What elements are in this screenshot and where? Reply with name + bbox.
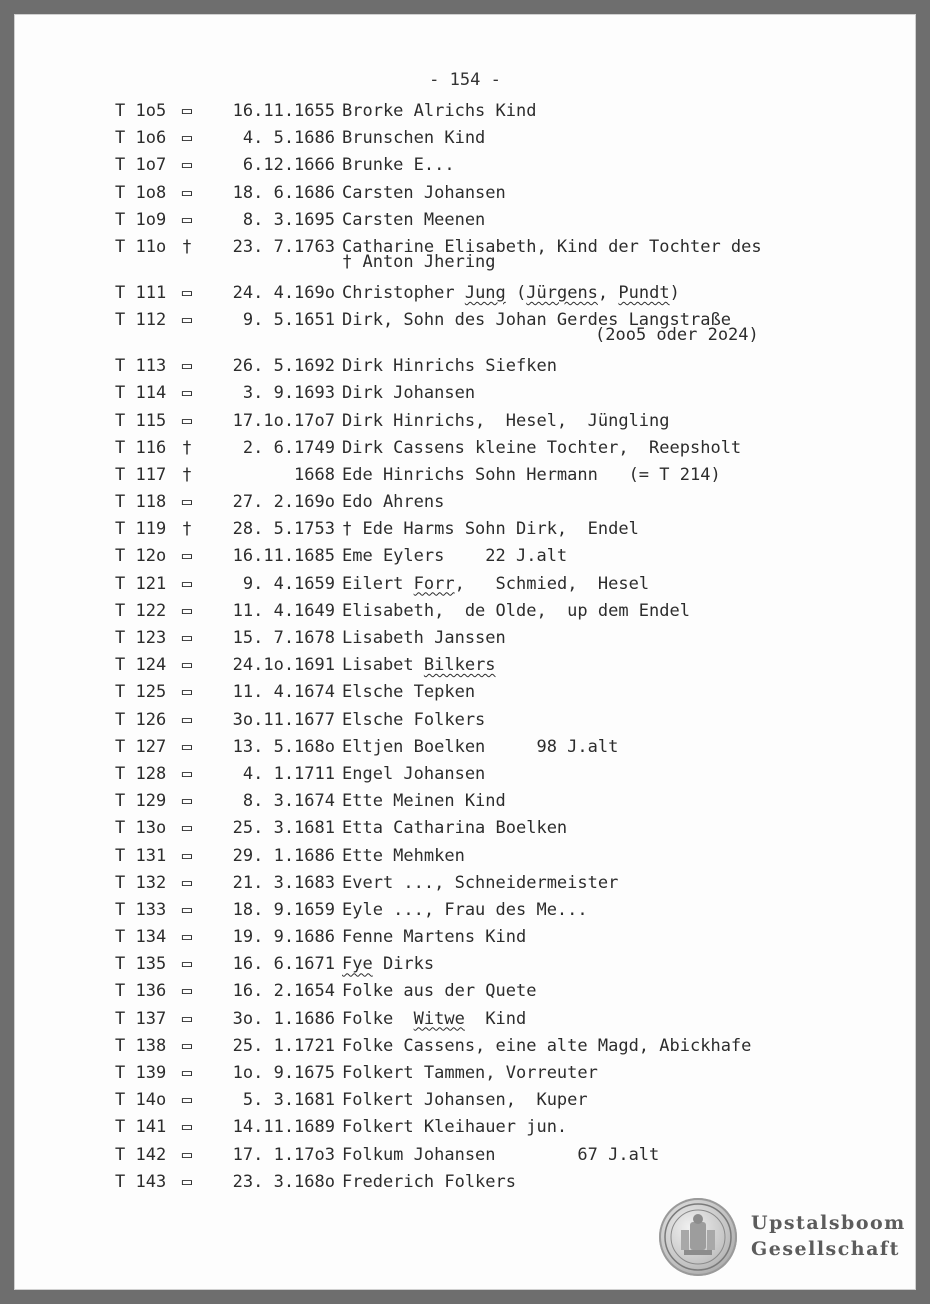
entry-name: Brunschen Kind <box>342 128 486 149</box>
burial-mark-icon: ▭ <box>181 628 193 648</box>
underlined-name: Pundt <box>618 282 670 303</box>
underlined-name: Fye <box>342 954 373 975</box>
burial-mark-icon: ▭ <box>181 101 193 121</box>
entry-name: Edo Ahrens <box>342 492 445 513</box>
entry-id: T 131 <box>115 845 167 866</box>
burial-mark-icon: ▭ <box>181 282 193 303</box>
entry-name <box>342 571 649 598</box>
entry-date: 6.12.1666 <box>242 155 335 176</box>
entry-date: 25. 3.1681 <box>232 818 335 839</box>
burial-mark-icon: ▭ <box>181 1117 193 1138</box>
underlined-name: Jürgens <box>526 282 598 303</box>
name-text: , Schmied, Hesel <box>454 573 650 594</box>
entry-id: T 142 <box>115 1144 167 1165</box>
entry-id: T 111 <box>115 282 167 303</box>
entry-name: Catharine Elisabeth, Kind der Tochter des <box>342 236 762 257</box>
entry-id: T 114 <box>115 383 167 404</box>
entry-name: Eyle ..., Frau des Me... <box>342 899 588 920</box>
entry-date: 17. 1.17o3 <box>232 1144 335 1165</box>
entry-date: 2. 6.1749 <box>242 437 335 458</box>
entry-date: 23. 7.1763 <box>232 236 335 257</box>
entry-name: Frederich Folkers <box>342 1171 516 1192</box>
burial-mark-icon: ▭ <box>181 682 193 703</box>
entry-date: 16. 2.1654 <box>232 981 335 1002</box>
burial-mark-icon: ▭ <box>181 1008 193 1029</box>
burial-mark-icon: ▭ <box>181 1063 193 1083</box>
name-text: Kind <box>464 1008 527 1029</box>
burial-mark-icon: ▭ <box>181 736 193 757</box>
entry-id: T 14o <box>115 1090 167 1111</box>
burial-mark-icon: ▭ <box>181 383 193 404</box>
entry-date: 11. 4.1674 <box>232 682 335 703</box>
entry-id: T 129 <box>115 791 167 812</box>
entry-id: T 113 <box>115 356 167 377</box>
burial-mark-icon: ▭ <box>181 709 193 730</box>
entry-date: 27. 2.169o <box>232 492 335 513</box>
entry-name: Folkum Johansen 67 J.alt <box>342 1144 660 1165</box>
entry-id: T 112 <box>115 310 167 331</box>
burial-mark-icon: ▭ <box>181 1035 193 1056</box>
entry-name: Elisabeth, de Olde, up dem Endel <box>342 600 690 621</box>
death-cross-icon: † <box>181 437 193 458</box>
entry-name: Dirk Cassens kleine Tochter, Reepsholt <box>342 437 742 458</box>
burial-mark-icon: ▭ <box>181 1090 193 1111</box>
burial-mark-icon: ▭ <box>181 872 193 893</box>
entry-date: 17.1o.17o7 <box>232 410 335 431</box>
entry-name: Folke Cassens, eine alte Magd, Abickhafe <box>342 1035 752 1056</box>
entry-name: Folkert Tammen, Vorreuter <box>342 1063 598 1083</box>
page-number: - 154 - <box>429 70 501 90</box>
entry-date: 1o. 9.1675 <box>232 1063 335 1083</box>
entry-date: 16.11.1685 <box>232 546 335 567</box>
entry-id: T 11o <box>115 236 167 257</box>
burial-mark-icon: ▭ <box>181 845 193 866</box>
name-text: Christopher <box>342 282 465 303</box>
entry-date: 9. 5.1651 <box>242 310 335 331</box>
entry-id: T 124 <box>115 655 167 676</box>
entry-name: Folke aus der Quete <box>342 981 537 1002</box>
burial-mark-icon: ▭ <box>181 1171 193 1192</box>
entry-date: 3o.11.1677 <box>232 709 335 730</box>
entry-date: 28. 5.1753 <box>232 519 335 540</box>
entry-name: Dirk, Sohn des Johan Gerdes Langstraße <box>342 310 731 331</box>
entry-date: 8. 3.1674 <box>242 791 335 812</box>
entry-id: T 135 <box>115 954 167 975</box>
entry-name: Eltjen Boelken 98 J.alt <box>342 736 619 757</box>
entry-continuation: † Anton Jhering <box>342 251 496 272</box>
entry-date: 24.1o.1691 <box>232 655 335 676</box>
entry-id: T 115 <box>115 410 167 431</box>
document-page <box>14 14 916 1290</box>
entry-date: 4. 1.1711 <box>242 763 335 784</box>
entry-date: 13. 5.168o <box>232 736 335 757</box>
underlined-name: Witwe <box>413 1008 465 1029</box>
entry-name: Brorke Alrichs Kind <box>342 101 537 121</box>
entry-name: Carsten Meenen <box>342 209 486 230</box>
burial-mark-icon: ▭ <box>181 1144 193 1165</box>
entry-name <box>342 951 434 978</box>
logo-line-1: Upstalsboom <box>751 1212 906 1234</box>
underlined-name: Jung <box>464 282 506 303</box>
entry-id: T 1o7 <box>115 155 167 176</box>
entry-name: Fenne Martens Kind <box>342 927 527 948</box>
entry-name <box>342 652 496 679</box>
society-logo <box>659 1198 909 1278</box>
entry-name: † Ede Harms Sohn Dirk, Endel <box>342 519 639 540</box>
entry-id: T 12o <box>115 546 167 567</box>
entry-name: Ette Mehmken <box>342 845 465 866</box>
entry-date: 1668 <box>294 464 335 485</box>
entry-id: T 116 <box>115 437 167 458</box>
entry-id: T 13o <box>115 818 167 839</box>
death-cross-icon: † <box>181 519 193 540</box>
entry-id: T 141 <box>115 1117 167 1138</box>
entry-id: T 121 <box>115 573 167 594</box>
entry-date: 16.11.1655 <box>232 101 335 121</box>
burial-mark-icon: ▭ <box>181 128 193 149</box>
burial-mark-icon: ▭ <box>181 410 193 431</box>
burial-mark-icon: ▭ <box>181 573 193 594</box>
burial-mark-icon: ▭ <box>181 356 193 377</box>
entry-name: Etta Catharina Boelken <box>342 818 568 839</box>
entry-name: Engel Johansen <box>342 763 486 784</box>
entry-name: Brunke E... <box>342 155 455 176</box>
entry-date: 9. 4.1659 <box>242 573 335 594</box>
entry-id: T 127 <box>115 736 167 757</box>
entry-id: T 118 <box>115 492 167 513</box>
burial-mark-icon: ▭ <box>181 927 193 948</box>
death-cross-icon: † <box>181 464 193 485</box>
entry-date: 5. 3.1681 <box>242 1090 335 1111</box>
entry-id: T 1o5 <box>115 101 167 121</box>
entry-id: T 137 <box>115 1008 167 1029</box>
entry-name: Dirk Hinrichs, Hesel, Jüngling <box>342 410 670 431</box>
underlined-name: Bilkers <box>423 655 496 676</box>
burial-mark-icon: ▭ <box>181 182 193 203</box>
entry-date: 4. 5.1686 <box>242 128 335 149</box>
entry-continuation: (2oo5 oder 2o24) <box>595 325 759 346</box>
entry-id: T 117 <box>115 464 167 485</box>
entry-date: 16. 6.1671 <box>232 954 335 975</box>
burial-mark-icon: ▭ <box>181 600 193 621</box>
entry-id: T 133 <box>115 899 167 920</box>
burial-mark-icon: ▭ <box>181 209 193 230</box>
logo-line-2: Gesellschaft <box>751 1238 900 1260</box>
entry-name: Folkert Johansen, Kuper <box>342 1090 588 1111</box>
entry-date: 19. 9.1686 <box>232 927 335 948</box>
entry-date: 25. 1.1721 <box>232 1035 335 1056</box>
entry-name: Elsche Folkers <box>342 709 486 730</box>
entry-name: Eme Eylers 22 J.alt <box>342 546 568 567</box>
entry-date: 15. 7.1678 <box>232 628 335 648</box>
burial-mark-icon: ▭ <box>181 655 193 676</box>
entry-name: Ette Meinen Kind <box>342 791 506 812</box>
entry-date: 29. 1.1686 <box>232 845 335 866</box>
entry-name <box>342 280 680 307</box>
entry-id: T 132 <box>115 872 167 893</box>
entry-date: 24. 4.169o <box>232 282 335 303</box>
entry-name: Folkert Kleihauer jun. <box>342 1117 568 1138</box>
entry-id: T 125 <box>115 682 167 703</box>
entry-id: T 119 <box>115 519 167 540</box>
seal-icon <box>659 1198 737 1276</box>
entry-id: T 139 <box>115 1063 167 1083</box>
burial-mark-icon: ▭ <box>181 791 193 812</box>
burial-mark-icon: ▭ <box>181 818 193 839</box>
name-text: Lisabet <box>342 655 424 676</box>
entry-date: 14.11.1689 <box>232 1117 335 1138</box>
entry-date: 26. 5.1692 <box>232 356 335 377</box>
entry-id: T 126 <box>115 709 167 730</box>
entry-id: T 136 <box>115 981 167 1002</box>
entry-name: Dirk Hinrichs Siefken <box>342 356 557 377</box>
entry-date: 18. 9.1659 <box>232 899 335 920</box>
burial-mark-icon: ▭ <box>181 155 193 176</box>
entry-id: T 138 <box>115 1035 167 1056</box>
entry-date: 11. 4.1649 <box>232 600 335 621</box>
entry-id: T 1o9 <box>115 209 167 230</box>
burial-mark-icon: ▭ <box>181 899 193 920</box>
burial-mark-icon: ▭ <box>181 763 193 784</box>
entry-id: T 1o8 <box>115 182 167 203</box>
burial-mark-icon: ▭ <box>181 546 193 567</box>
entry-name: Carsten Johansen <box>342 182 506 203</box>
name-text: Dirks <box>372 954 435 975</box>
entry-name: Ede Hinrichs Sohn Hermann (= T 214) <box>342 464 721 485</box>
burial-mark-icon: ▭ <box>181 310 193 331</box>
entry-date: 18. 6.1686 <box>232 182 335 203</box>
burial-mark-icon: ▭ <box>181 981 193 1002</box>
entry-name: Evert ..., Schneidermeister <box>342 872 619 893</box>
entry-date: 8. 3.1695 <box>242 209 335 230</box>
name-text: Folke <box>342 1008 414 1029</box>
entry-date: 3. 9.1693 <box>242 383 335 404</box>
name-text: ( <box>505 282 527 303</box>
entry-name <box>342 1006 526 1033</box>
entry-date: 3o. 1.1686 <box>232 1008 335 1029</box>
death-cross-icon: † <box>181 236 193 257</box>
entry-name: Lisabeth Janssen <box>342 628 506 648</box>
underlined-name: Forr <box>413 573 455 594</box>
entry-id: T 123 <box>115 628 167 648</box>
entry-id: T 128 <box>115 763 167 784</box>
burial-mark-icon: ▭ <box>181 492 193 513</box>
name-text: ) <box>669 282 680 303</box>
entry-date: 21. 3.1683 <box>232 872 335 893</box>
entry-name: Elsche Tepken <box>342 682 476 703</box>
name-text: , <box>597 282 619 303</box>
entry-name: Dirk Johansen <box>342 383 476 404</box>
entry-date: 23. 3.168o <box>232 1171 335 1192</box>
entry-id: T 143 <box>115 1171 167 1192</box>
entry-id: T 1o6 <box>115 128 167 149</box>
entry-id: T 122 <box>115 600 167 621</box>
name-text: Eilert <box>342 573 414 594</box>
entry-id: T 134 <box>115 927 167 948</box>
burial-mark-icon: ▭ <box>181 954 193 975</box>
